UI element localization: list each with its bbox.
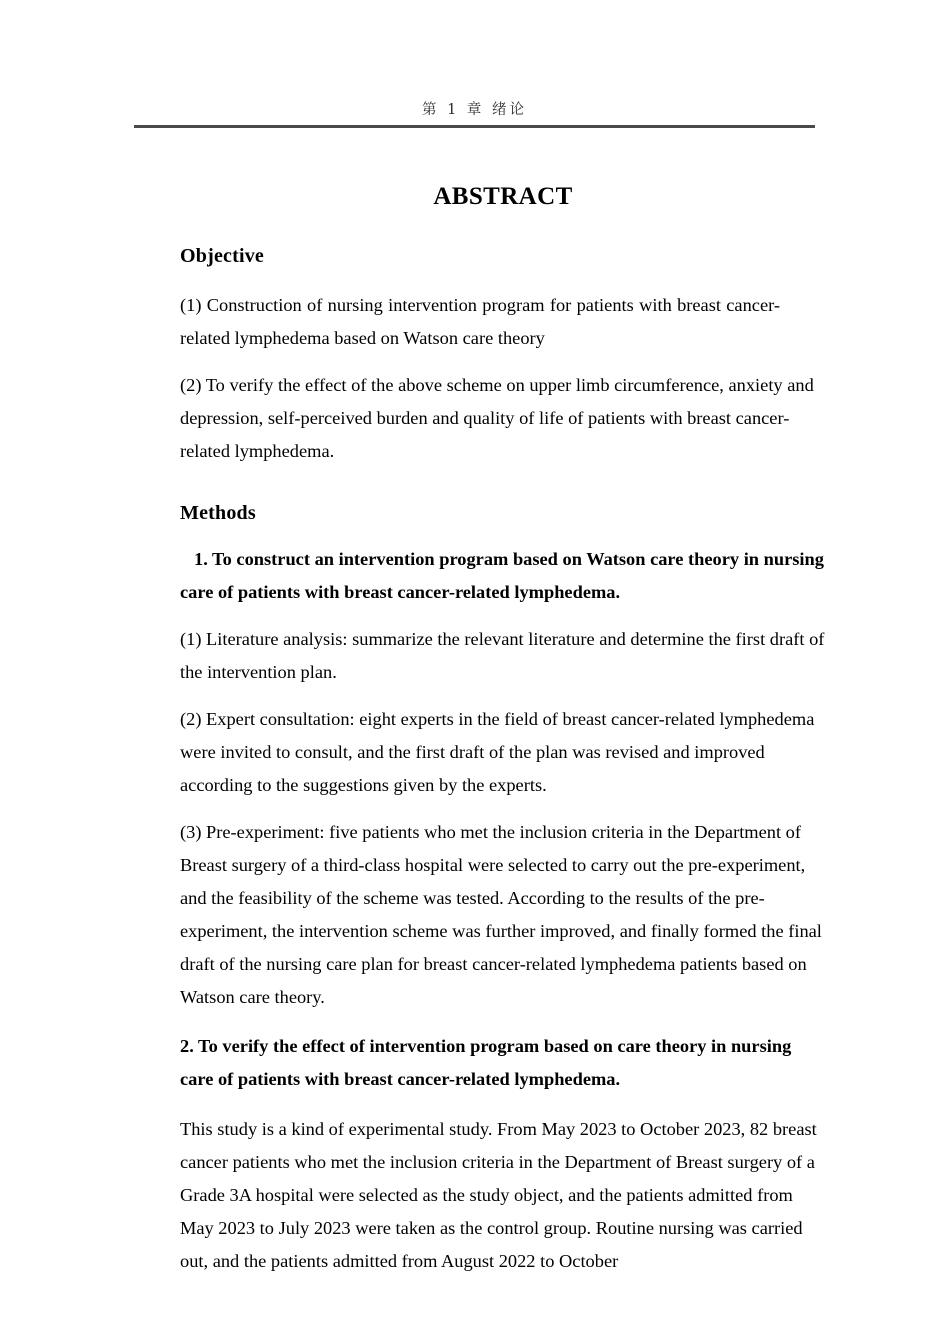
methods-item-2-body: This study is a kind of experimental study. From May 2023 to October 2023, 82 breast cancer patients who met the inclusion criteria in the Department of Breast surgery of a Grade 3A hospital were selected as the study object, and the patients admitted from May 2023 to July 2023 were taken as the control group. Routine nursing was carried out, and the patients admitted from August 2022 to October bbox=[180, 1119, 817, 1271]
objective-item-1: (1) Construction of nursing intervention program for patients with breast cancer-related lymphedema based on Watson care theory bbox=[180, 295, 780, 348]
chapter-header-text: 第 1 章 绪论 bbox=[421, 102, 528, 118]
header-divider-rule bbox=[134, 125, 815, 128]
page-title: ABSTRACT bbox=[433, 183, 573, 210]
methods-item-1-point-1: (1) Literature analysis: summarize the relevant literature and determine the first draft of the intervention plan. bbox=[180, 629, 825, 682]
running-header bbox=[134, 100, 815, 128]
methods-item-1-point-3: (3) Pre-experiment: five patients who met the inclusion criteria in the Department of Breast surgery of a third-class hospital were selected to carry out the pre-experiment, and the feasibility of the scheme was tested. According to the results of the pre-experiment, the intervention scheme was further improved, and finally formed the final draft of the nursing care plan for breast cancer-related lymphedema patients based on Watson care theory. bbox=[180, 822, 822, 1007]
methods-item-2-title: 2. To verify the effect of intervention program based on care theory in nursing care of patients with breast cancer-related lymphedema. bbox=[180, 1036, 792, 1089]
document-body bbox=[180, 172, 826, 1278]
section-heading-methods: Methods bbox=[180, 502, 256, 524]
methods-item-1-point-2: (2) Expert consultation: eight experts in the field of breast cancer-related lymphedema were invited to consult, and the first draft of the plan was revised and improved according to the suggestions given by the experts. bbox=[180, 709, 815, 795]
methods-item-1-title: 1. To construct an intervention program based on Watson care theory in nursing care of patients with breast cancer-related lymphedema. bbox=[180, 549, 824, 602]
section-heading-objective: Objective bbox=[180, 245, 264, 267]
objective-item-2: (2) To verify the effect of the above scheme on upper limb circumference, anxiety and depression, self-perceived burden and quality of life of patients with breast cancer-related lymphedema. bbox=[180, 375, 814, 461]
